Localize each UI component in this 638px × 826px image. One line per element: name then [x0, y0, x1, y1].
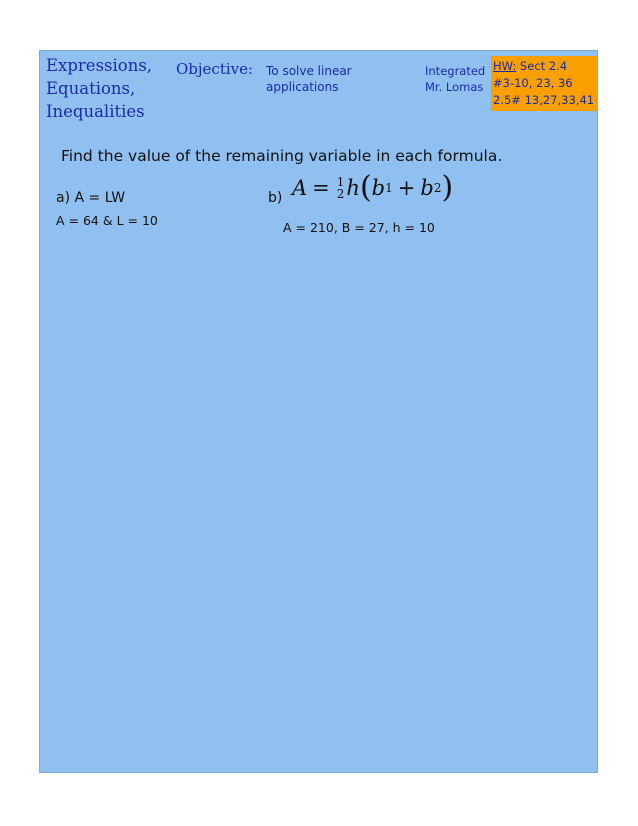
homework-section: Sect 2.4 — [516, 59, 568, 73]
formula-base1-subscript: 1 — [385, 181, 393, 195]
formula-base2-subscript: 2 — [433, 181, 442, 195]
title-line: Equations, — [46, 79, 136, 98]
formula-equals: = — [312, 176, 330, 200]
formula-base2: b — [420, 176, 434, 200]
homework-line: #3-10, 23, 36 — [493, 76, 573, 90]
formula-plus: + — [397, 176, 416, 200]
problem-b-label: b) — [268, 190, 283, 206]
objective-text — [266, 63, 396, 95]
formula-open-paren: ( — [359, 170, 372, 205]
formula-height: h — [346, 176, 360, 200]
title-line: Inequalities — [46, 102, 145, 121]
homework-line: 2.5# 13,27,33,41 — [493, 93, 595, 107]
fraction-denominator: 2 — [336, 187, 345, 201]
teacher-name: Mr. Lomas — [425, 80, 484, 94]
formula-base1: b — [371, 176, 386, 200]
homework-line — [493, 58, 598, 75]
homework-box — [491, 56, 598, 111]
course-name: Integrated — [425, 64, 486, 78]
course-teacher — [425, 63, 491, 95]
fraction-numerator: 1 — [336, 175, 345, 189]
instructions: Find the value of the remaining variable in each formula. — [61, 147, 503, 165]
lesson-title — [46, 54, 176, 123]
formula-lhs: A — [292, 176, 308, 200]
objective-line: applications — [266, 80, 339, 94]
objective-label: Objective: — [176, 60, 254, 78]
formula-fraction — [337, 176, 345, 200]
trapezoid-area-formula — [292, 170, 454, 205]
slide-panel — [39, 50, 598, 773]
formula-close-paren: ) — [441, 170, 454, 205]
problem-b-given: A = 210, B = 27, h = 10 — [283, 220, 435, 235]
title-line: Expressions, — [46, 56, 153, 75]
problem-a-given: A = 64 & L = 10 — [56, 213, 158, 228]
problem-a-label: a) A = LW — [56, 190, 126, 206]
homework-label: HW: — [493, 59, 517, 73]
objective-line: To solve linear — [266, 64, 352, 78]
